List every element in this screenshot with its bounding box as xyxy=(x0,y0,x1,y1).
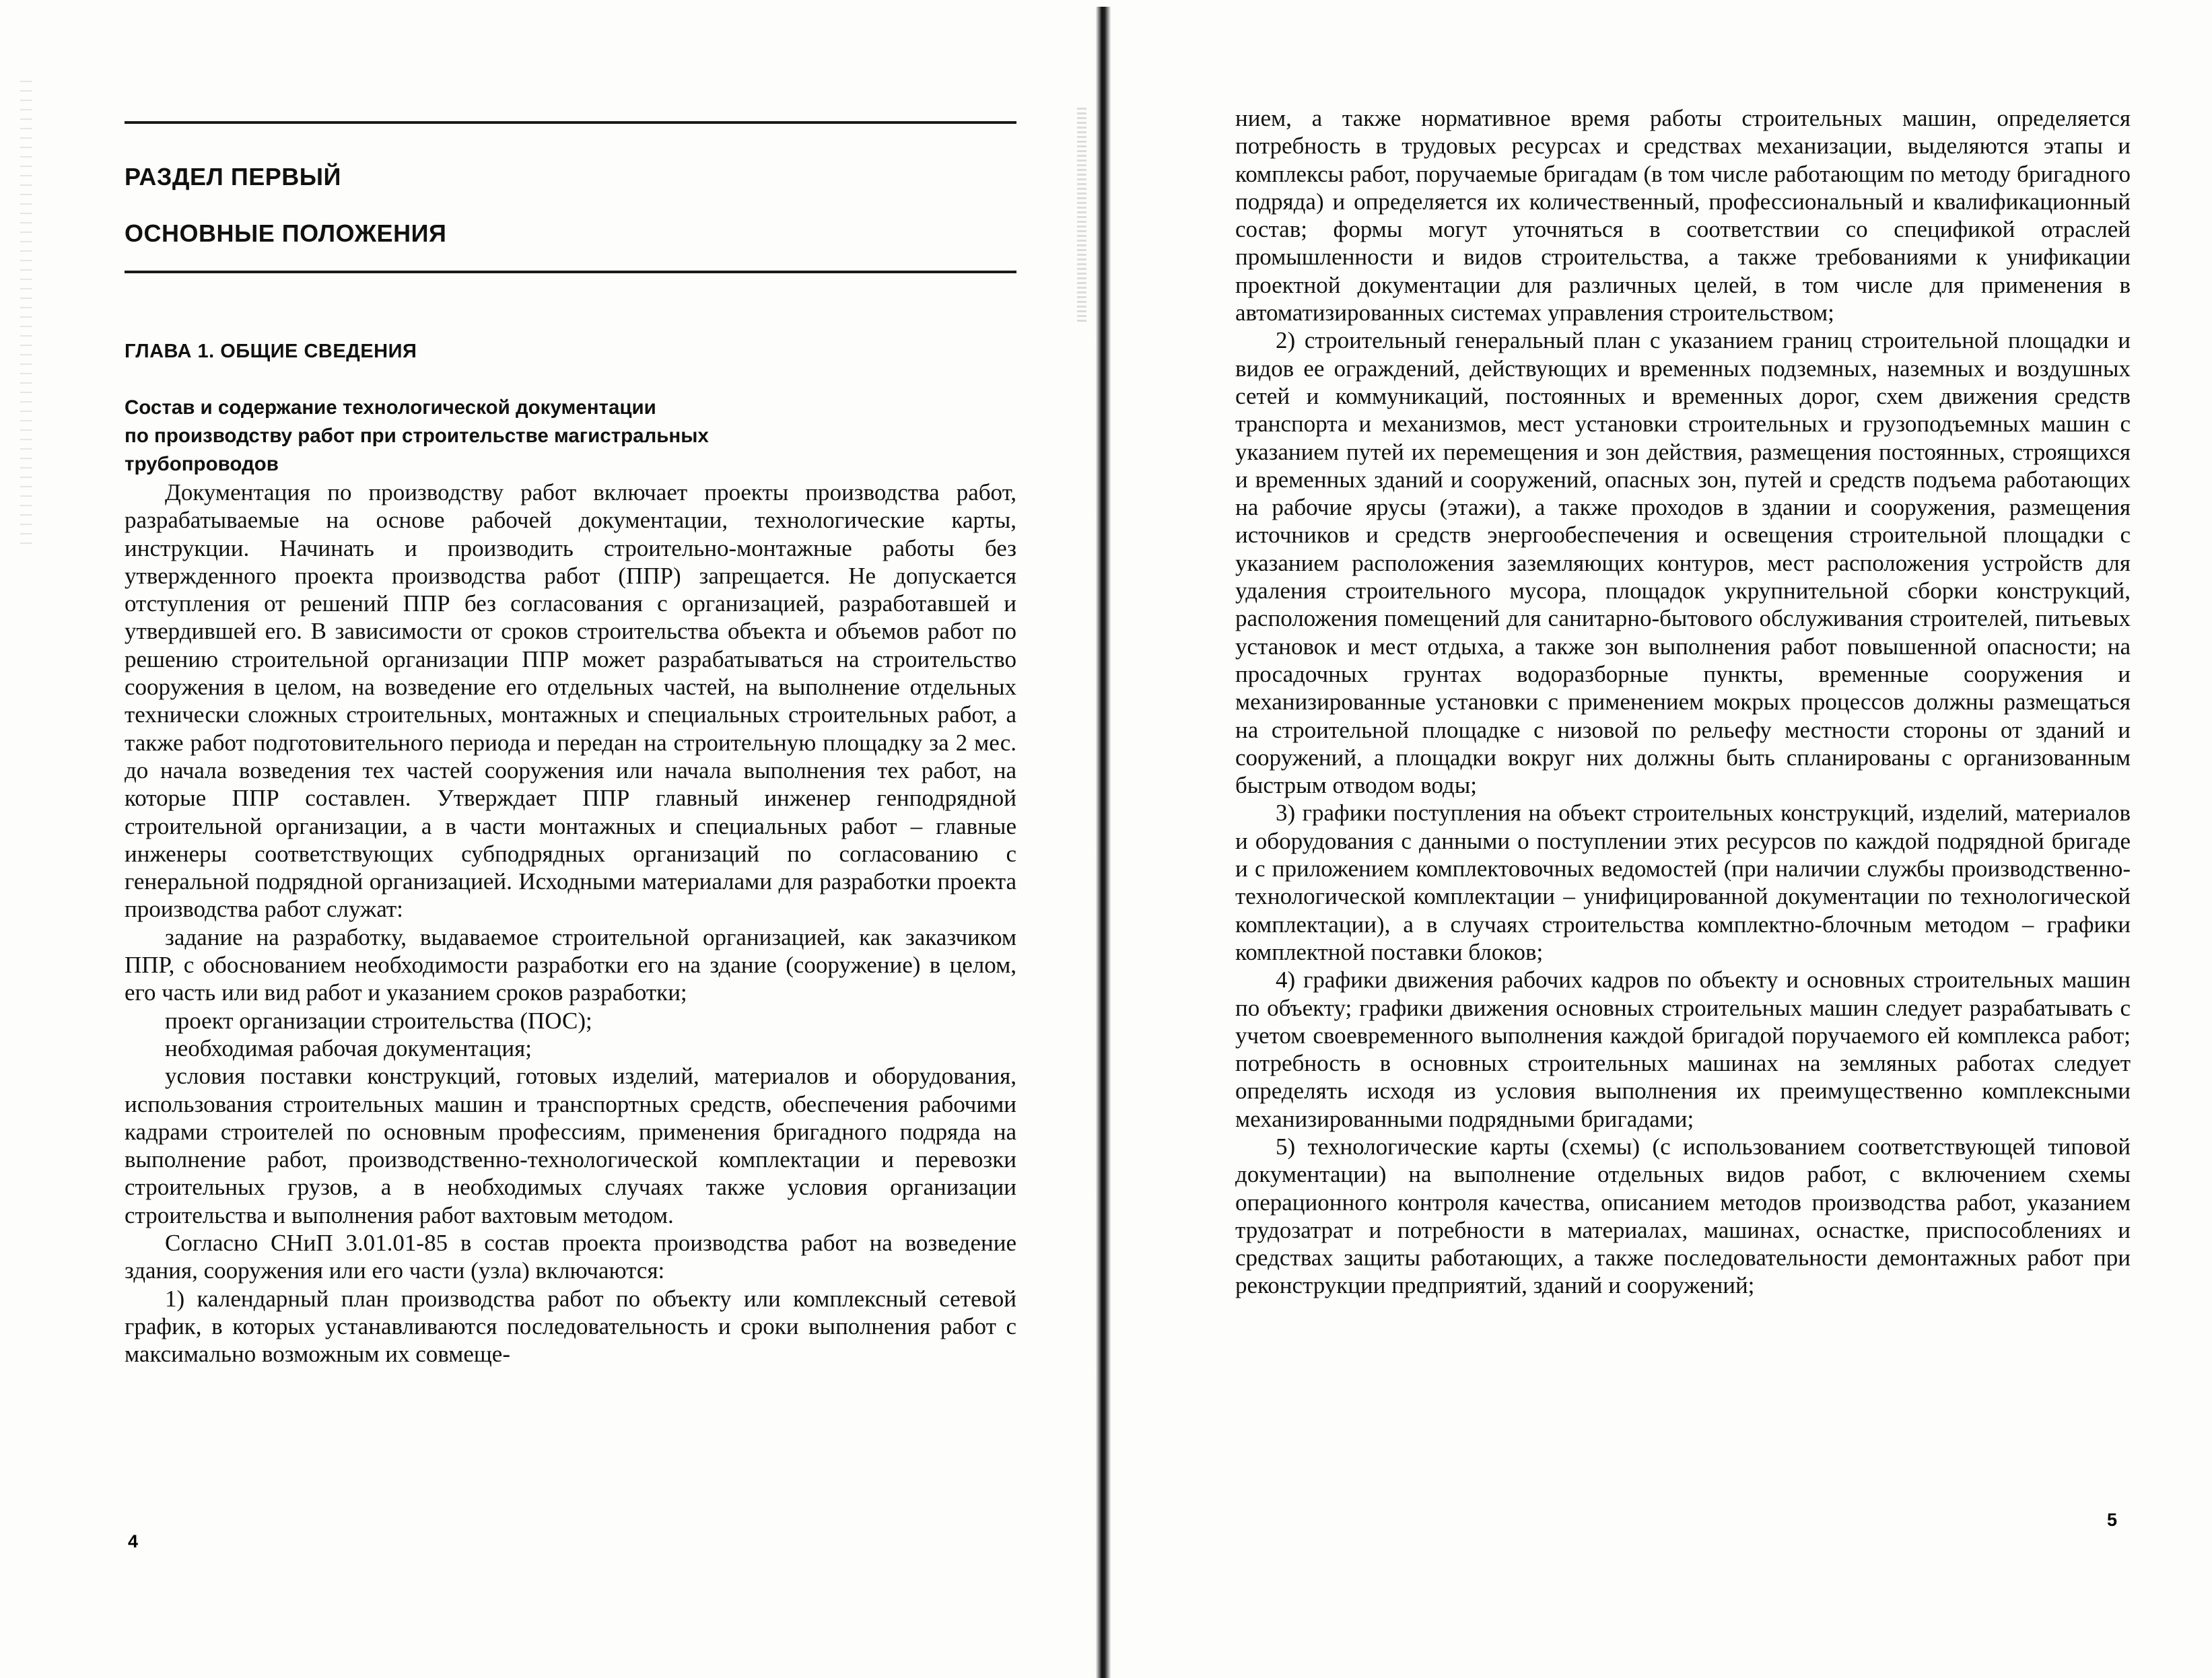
bottom-rule xyxy=(125,271,1016,273)
paragraph: 3) графики поступления на объект строительных конструкций, изделий, материалов и оборудования с данными о поступлении этих ресурсов по каждой подрядной бригаде и с приложением комплектовочных ведомостей (при наличии службы производственно-технологической комплектации – унифицированной документации по технологической комплектации), а в случаях строительства комплектно-блочным методом – графики комплектной поставки блоков; xyxy=(1235,800,2131,965)
page-edge-marks xyxy=(20,81,32,552)
paragraph: 2) строительный генеральный план с указанием границ строительной площадки и видов ее ограждений, действующих и временных подземных, наземных и воздушных сетей и коммуникаций, постоянных и временных дорог, схем движения средств транспорта и механизмов, мест установки строительных и грузоподъемных машин с указанием путей их перемещения и зон действия, размещения постоянных, строящихся и временных зданий и сооружений, опасных зон, путей и средств подъема работающих на рабочие ярусы (этажи), а также проходов в здании и сооружения, размещения источников и средств энергообеспечения и освещения строительной площадки с указанием расположения заземляющих контуров, мест расположения устройств для удаления строительного мусора, площадок укрупнительной сборки конструкций, расположения помещений для санитарно-бытового обслуживания строителей, питьевых установок и мест отдыха, а также зон выполнения работ повышенной опасности; на просадочных грунтах водоразборные пункты, временные сооружения и механизированные установки с применением мокрых процессов должны размещаться на строительной площадке с низовой по рельефу местности стороны от зданий и сооружений, а площадки вокруг них должны быть спланированы с организованным быстрым отводом воды; xyxy=(1235,327,2131,799)
paragraph: проект организации строительства (ПОС); xyxy=(165,1007,592,1034)
left-page xyxy=(125,121,1016,1368)
paragraph: нием, а также нормативное время работы строительных машин, определяется потребность в трудовых ресурсах и средствах механизации, выделяются этапы и комплексы работ, поручаемые бригадам (в том числе работающим по методу бригадного подряда) и определяется их количественный, профессиональный и квалификационный состав; формы могут уточняться в соответствии со спецификой отраслей промышленности и видов строительства, а также требованиями к унификации проектной документации для различных целей, в том числе для применения в автоматизированных системах управления строительством; xyxy=(1235,105,2131,326)
section-label: РАЗДЕЛ ПЕРВЫЙ xyxy=(125,163,341,190)
paragraph: 5) технологические карты (схемы) (с использованием соответствующей типовой документации) на выполнение отдельных видов работ, с включением схемы операционного контроля качества, описанием методов производства работ, указанием трудозатрат и потребности в материалах, машинах, оснастке, приспособлениях и средствах защиты работающих, а также последовательности демонтажных работ при реконструкции предприятий, зданий и сооружений; xyxy=(1235,1133,2131,1299)
page-number-left: 4 xyxy=(128,1531,139,1551)
subheading-line: по производству работ при строительстве магистральных xyxy=(125,425,709,447)
paragraph: 1) календарный план производства работ по объекту или комплексный сетевой график, в которых устанавливаются последовательность и сроки выполнения работ с максимально возможным их совмеще- xyxy=(125,1285,1016,1368)
paragraph: Согласно СНиП 3.01.01-85 в состав проекта производства работ на возведение здания, сооружения или его части (узла) включаются: xyxy=(125,1230,1016,1284)
paragraph: Документация по производству работ включает проекты производства работ, разрабатываемые на основе рабочей документации, технологические карты, инструкции. Начинать и производить строительно-монтажные работы без утвержденного проекта производства работ (ППР) запрещается. Не допускается отступления от решений ППР без согласования с организацией, разработавшей и утвердившей его. В зависимости от сроков строительства объекта и объемов работ по решению строительной организации ППР может разрабатываться на строительство сооружения в целом, на возведение его отдельных частей, на выполнение отдельных технически сложных строительных, монтажных и специальных строительных работ, а также работ подготовительного периода и передан на строительную площадку за 2 мес. до начала возведения тех частей сооружения или начала выполнения тех работ, на которые ППР составлен. Утверждает ППР главный инженер генподрядной строительной организации, а в части монтажных и специальных работ – главные инженеры соответствующих субподрядных организаций по согласованию с генеральной подрядной организацией. Исходными материалами для разработки проекта производства работ служат: xyxy=(125,479,1016,923)
paragraph: 4) графики движения рабочих кадров по объекту и основных строительных машин по объекту; графики движения основных строительных машин следует разрабатывать с учетом своевременного выполнения каждой бригадой поручаемого ей комплекса работ; потребность в основных строительных машинах на земляных работах следует определять исходя из условия выполнения их преимущественно комплексными механизированными подрядными бригадами; xyxy=(1235,967,2131,1132)
subheading-line: Состав и содержание технологической документации xyxy=(125,396,656,419)
page-number-right: 5 xyxy=(2107,1510,2118,1530)
top-rule xyxy=(125,121,1016,124)
section-title: ОСНОВНЫЕ ПОЛОЖЕНИЯ xyxy=(125,219,447,247)
book-gutter xyxy=(1096,7,1111,1678)
paragraph: условия поставки конструкций, готовых изделий, материалов и оборудования, использования строительных машин и транспортных средств, обеспечения рабочими кадрами строителей по основным профессиям, применения бригадного подряда на выполнение работ, производственно-технологической комплектации и перевозки строительных грузов, а в необходимых случаях также условия организации строительства и выполнения работ вахтовым методом. xyxy=(125,1063,1016,1228)
gutter-shadow xyxy=(1077,108,1086,323)
chapter-heading: ГЛАВА 1. ОБЩИЕ СВЕДЕНИЯ xyxy=(125,341,417,362)
paragraph: задание на разработку, выдаваемое строительной организацией, как заказчиком ППР, с обоснованием необходимости разработки его на здание (сооружение) в целом, его часть или вид работ и указанием сроков разработки; xyxy=(125,923,1016,1006)
paragraph: необходимая рабочая документация; xyxy=(165,1035,532,1061)
right-page xyxy=(1235,104,2131,1300)
subheading-line: трубопроводов xyxy=(125,453,279,475)
subheading xyxy=(125,394,1016,479)
